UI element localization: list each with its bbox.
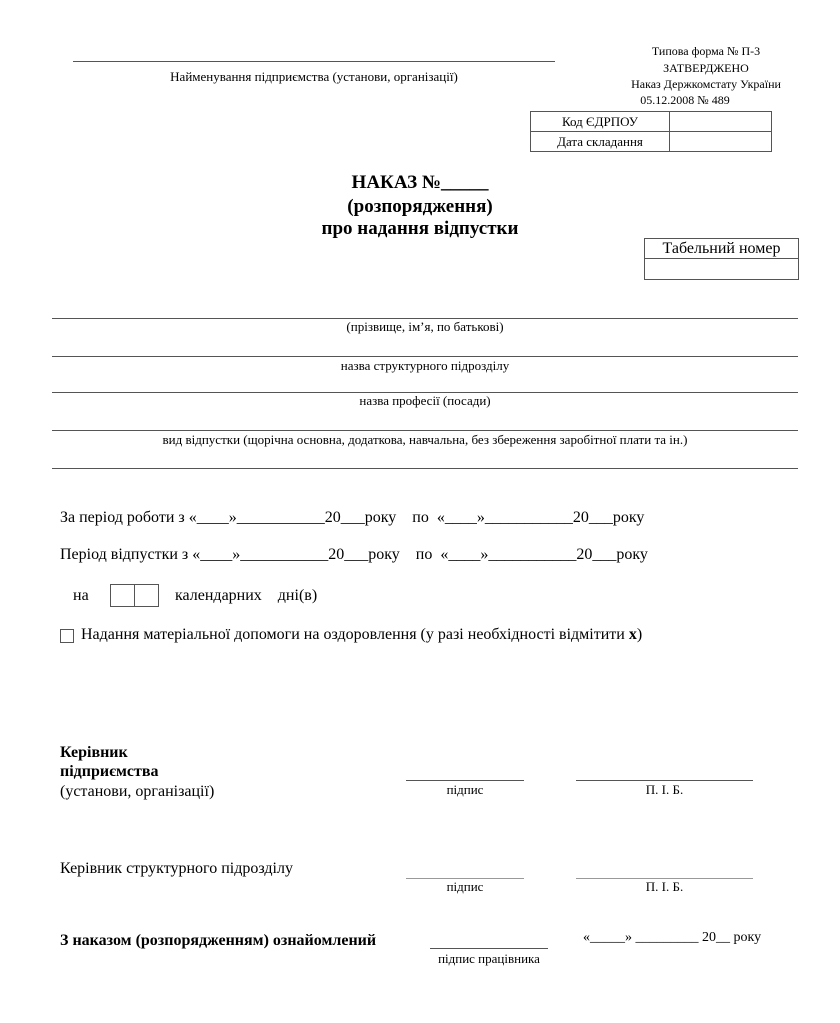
material-aid-checkbox[interactable] [60,629,74,643]
material-aid-close: ) [636,626,643,643]
table-row [531,132,772,152]
leave-period-row: Період відпустки з «____»___________20___року по «____»___________20___року [60,546,648,563]
form-type-label: Типова форма № П-3 [651,44,761,58]
days-input-divider [134,585,135,606]
codes-table [530,111,772,152]
employee-sign-caption: підпис працівника [438,951,540,966]
org-name-caption: Найменування підприємства (установи, організації) [170,69,458,84]
table-row [531,112,772,132]
tab-number-box [644,238,799,280]
head-title-line1: Керівник [60,744,128,761]
acknowledged-date: «_____» _________ 20__ року [583,930,762,945]
employee-sign-line[interactable] [430,948,548,949]
material-aid-label [81,626,642,644]
order-title: НАКАЗ №_____ [351,172,489,193]
dept-head-title: Керівник структурного підрозділу [60,860,293,877]
edrpou-value[interactable] [670,112,772,132]
edrpou-label: Код ЄДРПОУ [531,112,670,132]
order-by-label: Наказ Держкомстату України [631,77,781,91]
tab-number-value[interactable] [645,259,798,279]
order-subtitle: (розпорядження) [347,196,493,217]
leave-type-line [52,430,798,431]
head-sign-caption: підпис [446,782,484,797]
days-suffix: календарних дні(в) [175,587,318,604]
material-aid-text: Надання матеріальної допомоги на оздоровлення (у разі необхідності відмітити [81,626,629,643]
days-input[interactable] [110,584,159,607]
head-name-caption: П. І. Б. [645,782,684,797]
approved-label: ЗАТВЕРДЖЕНО [663,61,749,75]
position-caption: назва професії (посади) [359,393,491,408]
work-period-row: За період роботи з «____»___________20___року по «____»___________20___року [60,509,645,526]
head-sign-line[interactable] [406,780,524,781]
order-topic: про надання відпустки [321,218,519,239]
dept-head-name-caption: П. І. Б. [645,879,684,894]
head-title-line2: підприємства [60,763,159,780]
compile-date-value[interactable] [670,132,772,152]
days-prefix: на [73,587,89,604]
org-name-line [73,61,555,62]
bottom-field-line [52,468,798,469]
fullname-caption: (прізвище, ім’я, по батькові) [346,319,504,334]
tab-number-label: Табельний номер [645,239,798,259]
leave-type-caption: вид відпустки (щорічна основна, додаткова, навчальна, без збереження заробітної плати та ін.) [162,432,688,447]
department-caption: назва структурного підрозділу [340,358,510,373]
order-date-label: 05.12.2008 № 489 [640,93,730,107]
head-title-line3: (установи, організації) [60,783,215,800]
acknowledged-title: З наказом (розпорядженням) ознайомлений [60,932,377,949]
compile-date-label: Дата складання [531,132,670,152]
head-name-line[interactable] [576,780,753,781]
department-line [52,356,798,357]
dept-head-sign-caption: підпис [446,879,484,894]
material-aid-mark: х [628,626,637,643]
